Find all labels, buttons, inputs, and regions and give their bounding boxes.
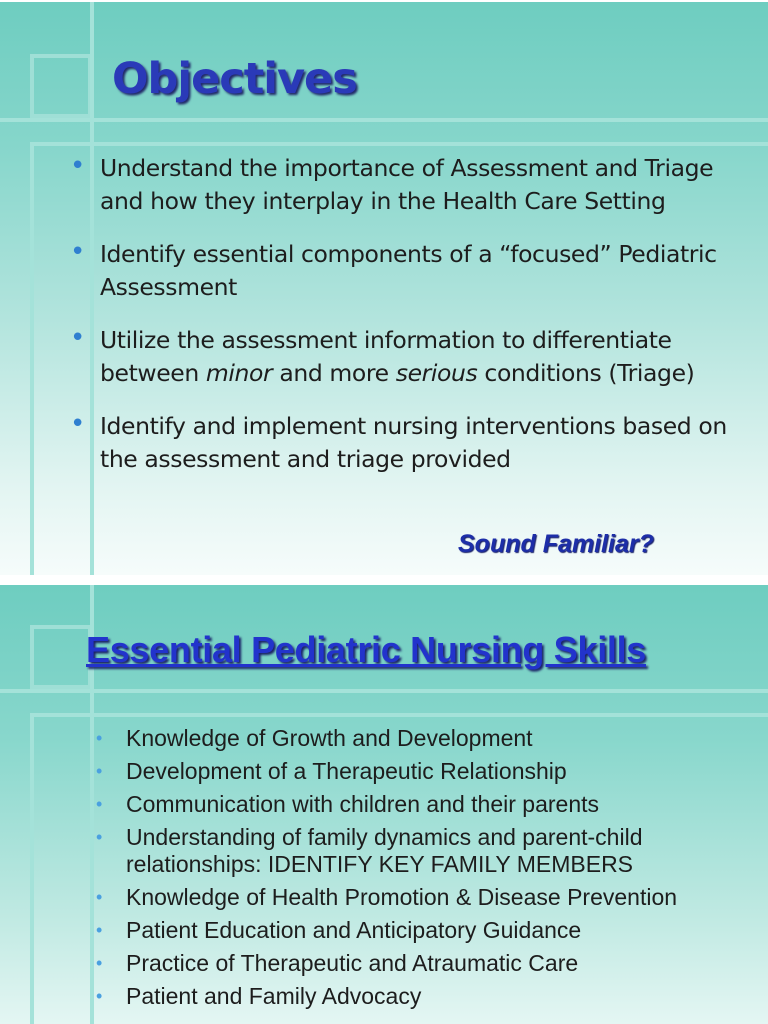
decorative-hline (30, 713, 768, 717)
decorative-vline (30, 142, 34, 575)
slide-separator (0, 575, 768, 585)
list-item: • Utilize the assessment information to differentiate between minor and more serious conditions (Triage) (70, 324, 750, 390)
decorative-hline (30, 142, 768, 146)
slide-title: Objectives (112, 54, 357, 104)
list-item: • Understand the importance of Assessment and Triage and how they interplay in the Health Care Setting (70, 152, 750, 218)
sound-familiar-caption: Sound Familiar? (458, 530, 654, 558)
objectives-list (70, 152, 750, 496)
decorative-square (30, 54, 92, 118)
decorative-square (30, 625, 92, 689)
decorative-vline (30, 713, 34, 1024)
list-item: • Patient Education and Anticipatory Guidance (96, 917, 768, 944)
decorative-hline (0, 689, 768, 693)
list-item: • Communication with children and their parents (96, 791, 768, 818)
list-item: • Knowledge of Health Promotion & Disease Prevention (96, 884, 768, 911)
list-item: • Identify and implement nursing interventions based on the assessment and triage provided (70, 410, 750, 476)
list-item: • Knowledge of Growth and Development (96, 725, 768, 752)
slide-title: Essential Pediatric Nursing Skills (86, 629, 647, 670)
list-item: • Understanding of family dynamics and parent-child relationships: IDENTIFY KEY FAMILY MEMBERS (96, 824, 726, 878)
decorative-hline (0, 118, 768, 122)
list-item: • Identify essential components of a “focused” Pediatric Assessment (70, 238, 750, 304)
skills-list (96, 725, 768, 1016)
slide-objectives (0, 2, 768, 575)
slide-nursing-skills (0, 585, 768, 1024)
list-item: • Development of a Therapeutic Relationship (96, 758, 768, 785)
list-item: • Practice of Therapeutic and Atraumatic Care (96, 950, 768, 977)
list-item: • Patient and Family Advocacy (96, 983, 768, 1010)
